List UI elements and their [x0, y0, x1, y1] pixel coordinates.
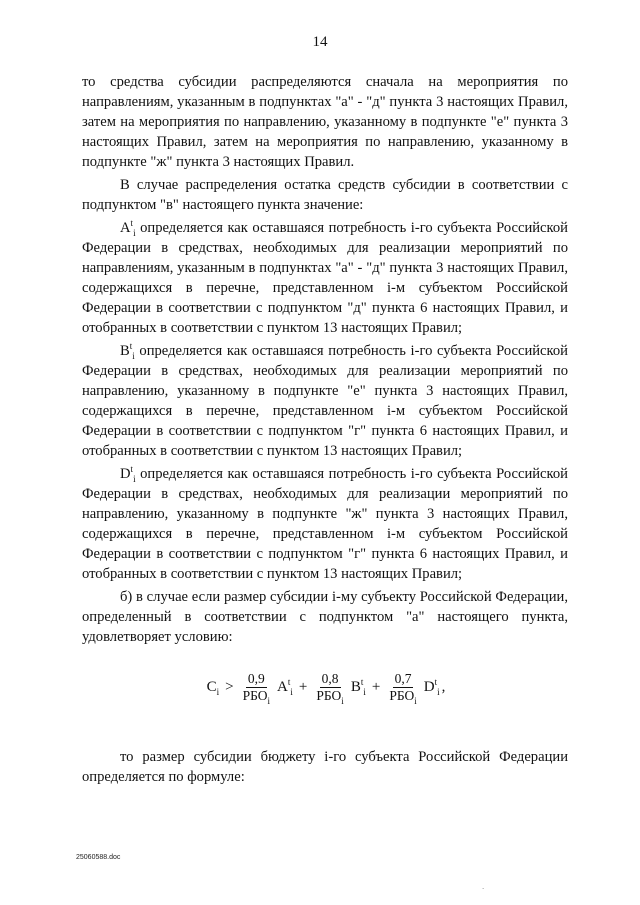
condition-formula [82, 661, 568, 713]
page-number: 14 [312, 34, 328, 50]
formula-op-1: + [298, 679, 308, 695]
definition-d [82, 464, 568, 584]
paragraph-remainder-intro: В случае распределения остатка средств субсидии в соответствии с подпунктом "в" настоящего пункта значение: [82, 177, 568, 213]
formula-fraction-3: $\frac{0,7}{РБО_i}$ [389, 670, 417, 706]
definition-b [82, 341, 568, 461]
formula-var-d: $D^t_i$ [423, 677, 440, 697]
paragraph-condition: б) в случае если размер субсидии i-му субъекту Российской Федерации, определенный в соответствии с подпунктом "а" настоящего пункта, удовлетворяет условию: [82, 589, 568, 645]
formula-op-2: + [371, 679, 381, 695]
symbol-d: $D^t_i$ [120, 464, 136, 484]
definition-d-text: определяется как оставшаяся потребность i-го субъекта Российской Федерации в средствах, необходимых для реализации мероприятий по направлению, указанному в подпункте "ж" пункта 3 настоящих Правил, содержащихся в перечне, представленном i-м субъектом Российской Федерации в соответствии с подпунктом "г" пункта 6 настоящих Правил, и отобранных в соответствии с пунктом 13 настоящих Правил; [82, 466, 568, 582]
document-body [82, 72, 568, 790]
formula-fraction-1: $\frac{0,9}{РБО_i}$ [242, 670, 271, 706]
formula-end-punct: , [441, 679, 446, 695]
formula-lhs: $C_i$ [206, 679, 220, 697]
formula-var-b: $B^t_i$ [350, 677, 366, 697]
definition-a-text: определяется как оставшаяся потребность i-го субъекта Российской Федерации в средствах, необходимых для реализации мероприятий по направлениям, указанным в подпунктах "а" - "д" пункта 3 настоящих Правил, содержащихся в перечне, представленном i-м субъектом Российской Федерации в соответствии с подпунктом "д" пункта 6 настоящих Правил, и отобранных в соответствии с пунктом 13 настоящих Правил; [82, 220, 568, 336]
paragraph-distribution-order: то средства субсидии распределяются сначала на мероприятия по направлениям, указанным в подпунктах "а" - "д" пункта 3 настоящих Правил, затем на мероприятия по направлению, указанному в подпункте "е" пункта 3 настоящих Правил, затем на мероприятия по направлению, указанному в подпункте "ж" пункта 3 настоящих Правил. [82, 74, 568, 170]
formula-var-a: $A^t_i$ [277, 677, 293, 697]
corner-mark: . [482, 882, 485, 891]
symbol-b: $B^t_i$ [120, 341, 135, 361]
symbol-a: $A^t_i$ [120, 218, 136, 238]
formula-relation: > [225, 679, 234, 695]
paragraph-closing: то размер субсидии бюджету i-го субъекта Российской Федерации определяется по формуле: [82, 749, 568, 785]
formula-fraction-2: $\frac{0,8}{РБО_i}$ [316, 670, 344, 706]
footer-filename: 25060588.doc [76, 854, 121, 861]
definition-a [82, 218, 568, 338]
definition-b-text: определяется как оставшаяся потребность i-го субъекта Российской Федерации в средствах, необходимых для реализации мероприятий по направлению, указанному в подпункте "е" пункта 3 настоящих Правил, содержащихся в перечне, представленном i-м субъектом Российской Федерации в соответствии с подпунктом "г" пункта 6 настоящих Правил, и отобранных в соответствии с пунктом 13 настоящих Правил; [82, 343, 568, 459]
